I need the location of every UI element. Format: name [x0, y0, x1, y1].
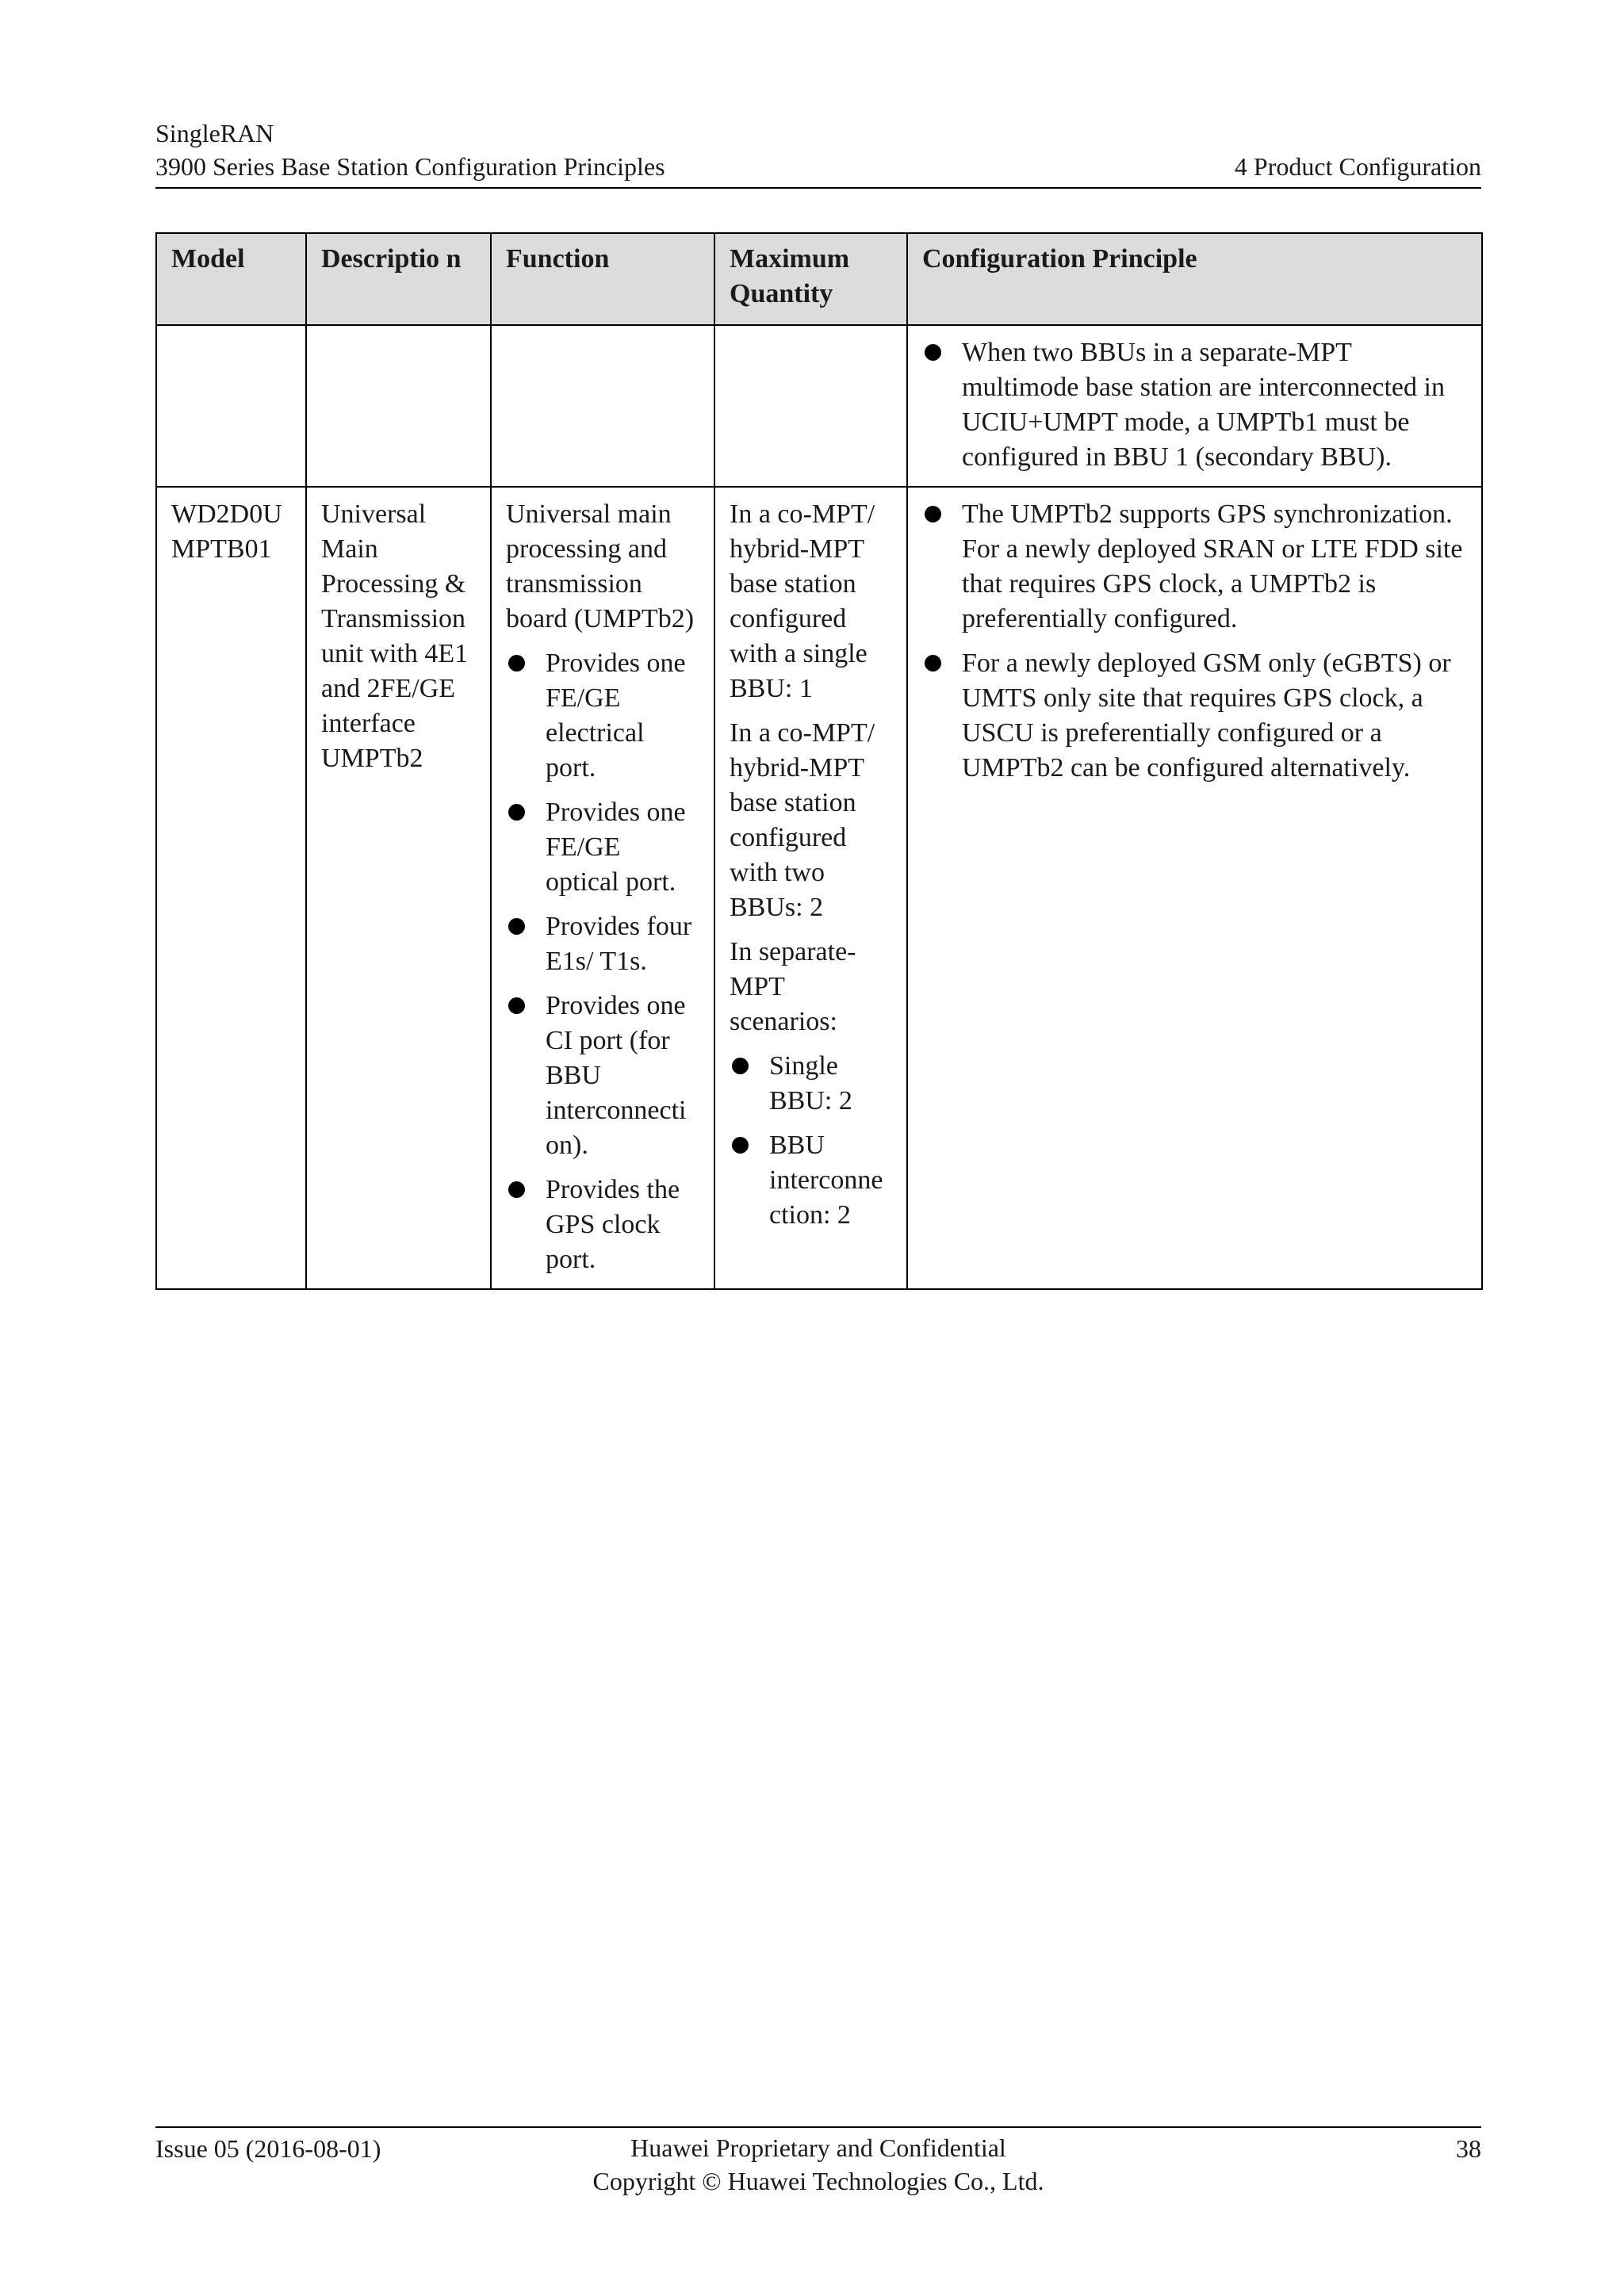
principle-list: [922, 335, 1467, 475]
bullet-icon: [732, 1137, 749, 1154]
column-header-configuration-principle: Configuration Principle: [907, 233, 1482, 325]
principle-list: [922, 497, 1467, 786]
configuration-table: [155, 232, 1483, 1290]
function-item-text: Provides one FE/GE electrical port.: [546, 649, 686, 783]
table-row-continued: [156, 325, 1482, 487]
table-row-umptb2: [156, 487, 1482, 1289]
bullet-icon: [925, 506, 941, 522]
bullet-icon: [925, 655, 941, 672]
page-number: 38: [1456, 2134, 1481, 2163]
bullet-icon: [732, 1058, 749, 1074]
function-item-text: Provides one CI port (for BBU interconnecti on).: [546, 991, 687, 1160]
list-item: [922, 335, 1467, 475]
quantity-item-text: BBU interconne ction: 2: [769, 1131, 883, 1230]
cell-description: Universal Main Processing & Transmission unit with 4E1 and 2FE/GE interface UMPTb2: [306, 487, 491, 1289]
bullet-icon: [925, 344, 941, 361]
list-item: [506, 795, 699, 900]
bullet-icon: [508, 804, 525, 821]
function-list: [506, 646, 699, 1277]
header-product: SingleRAN: [155, 119, 274, 147]
list-item: [730, 1128, 892, 1233]
list-item: [506, 909, 699, 979]
list-item: [506, 1173, 699, 1277]
list-item: [922, 646, 1467, 786]
principle-text: When two BBUs in a separate-MPT multimode base station are interconnected in UCIU+UMPT mode, a UMPTb1 must be configured in BBU 1 (secondary BBU).: [962, 338, 1445, 472]
quantity-paragraph: In a co-MPT/ hybrid-MPT base station configured with a single BBU: 1: [730, 499, 875, 703]
list-item: [506, 646, 699, 786]
list-item: [506, 989, 699, 1163]
cell-configuration-principle: [907, 325, 1482, 487]
column-header-maximum-quantity: Maximum Quantity: [714, 233, 907, 325]
bullet-icon: [508, 1181, 525, 1198]
bullet-icon: [508, 997, 525, 1014]
page-header: [155, 116, 1481, 189]
cell-model: WD2D0U MPTB01: [156, 487, 306, 1289]
quantity-item-text: Single BBU: 2: [769, 1051, 852, 1115]
cell-configuration-principle: [907, 487, 1482, 1289]
footer-copyright: Copyright © Huawei Technologies Co., Ltd.: [592, 2167, 1044, 2195]
list-item: [730, 1049, 892, 1119]
header-section: 4 Product Configuration: [1234, 152, 1481, 181]
footer-issue: Issue 05 (2016-08-01): [155, 2134, 381, 2163]
cell-maximum-quantity: [714, 487, 907, 1289]
quantity-paragraph: In a co-MPT/ hybrid-MPT base station configured with two BBUs: 2: [730, 718, 875, 922]
column-header-model: Model: [156, 233, 306, 325]
function-intro: Universal main processing and transmission board (UMPTb2): [506, 499, 695, 633]
function-item-text: Provides four E1s/ T1s.: [546, 912, 692, 976]
cell-model-empty: [156, 325, 306, 487]
cell-function: [491, 487, 714, 1289]
quantity-paragraph: In separate- MPT scenarios:: [730, 937, 856, 1036]
column-header-description: Descriptio n: [306, 233, 491, 325]
header-document-title: 3900 Series Base Station Configuration Principles: [155, 152, 665, 181]
principle-text: For a newly deployed GSM only (eGBTS) or UMTS only site that requires GPS clock, a USCU is preferentially configured or a UMPTb2 can be configured alternatively.: [962, 649, 1451, 783]
bullet-icon: [508, 655, 525, 672]
column-header-function: Function: [491, 233, 714, 325]
footer-center: [155, 2131, 1481, 2198]
list-item: [922, 497, 1467, 637]
table-header-row: [156, 233, 1482, 325]
function-item-text: Provides the GPS clock port.: [546, 1175, 680, 1274]
footer-confidential: Huawei Proprietary and Confidential: [630, 2133, 1006, 2162]
page-footer: [155, 2126, 1481, 2195]
principle-text: The UMPTb2 supports GPS synchronization. For a newly deployed SRAN or LTE FDD site that requires GPS clock, a UMPTb2 is preferentially configured.: [962, 499, 1463, 633]
cell-description-empty: [306, 325, 491, 487]
cell-quantity-empty: [714, 325, 907, 487]
bullet-icon: [508, 918, 525, 935]
cell-function-empty: [491, 325, 714, 487]
quantity-list: [730, 1049, 892, 1233]
function-item-text: Provides one FE/GE optical port.: [546, 798, 686, 897]
